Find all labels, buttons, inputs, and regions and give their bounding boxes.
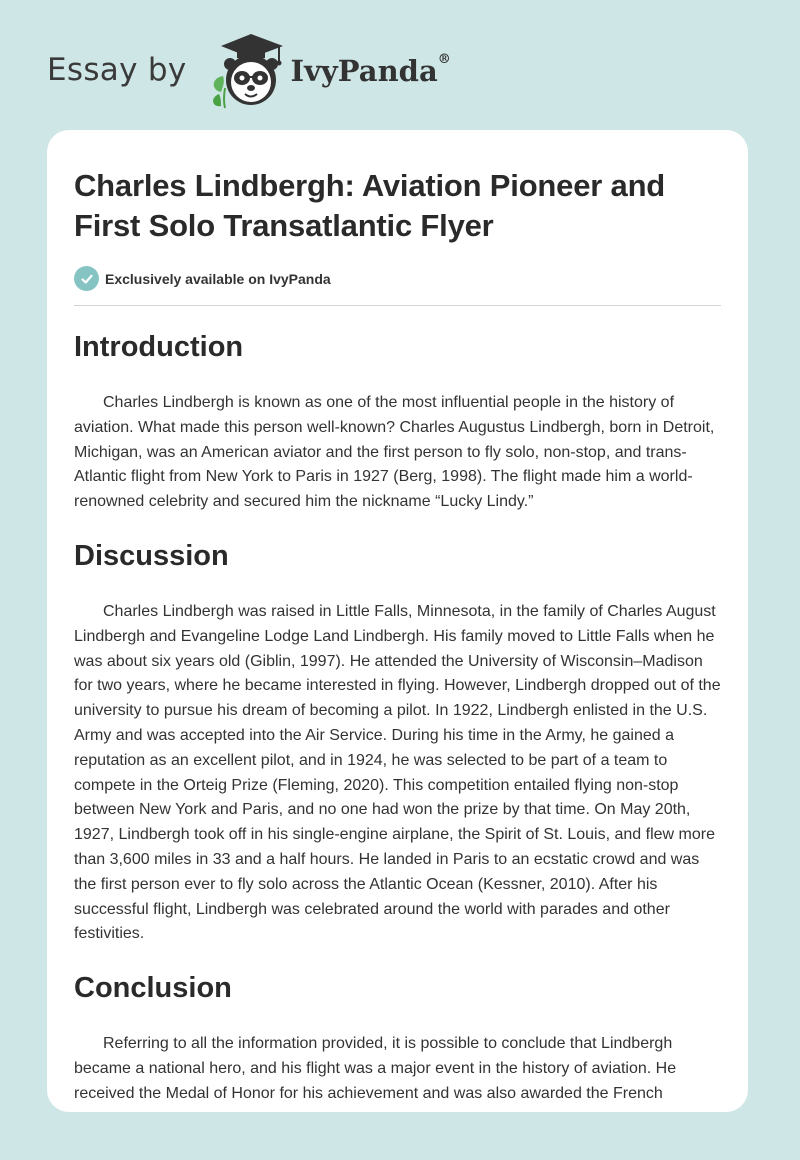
section-paragraph: Charles Lindbergh was raised in Little Falls, Minnesota, in the family of Charles August Lindbergh and Evangeline Lodge Land Lindbergh. His family moved to Little Falls when he was about six years old (Giblin, 1997). He attended the University of Wisconsin–Madison for two years, where he became interested in flying. However, Lindbergh dropped out of the university to pursue his dream of becoming a pilot. In 1922, Lindbergh enlisted in the U.S. Army and was accepted into the Air Service. During his time in the Army, he gained a reputation as an excellent pilot, and in 1924, he was selected to be part of a team to compete in the Orteig Prize (Fleming, 2020). This competition entailed flying non-stop between New York and Paris, and no one had won the prize by that time. On May 20th, 1927, Lindbergh took off in his single-engine airplane, the Spirit of St. Louis, and flew more than 3,600 miles in 33 and a half hours. He landed in Paris to an ecstatic crowd and was the first person ever to fly solo across the Atlantic Ocean (Kessner, 2010). After his successful flight, Lindbergh was celebrated around the world with parades and other festivities. — [74, 602, 721, 943]
essay-by-label: Essay by — [47, 52, 187, 88]
panda-logo-icon[interactable] — [201, 30, 301, 110]
section-paragraph: Charles Lindbergh is known as one of the most influential people in the history of aviation. What made this person well-known? Charles Augustus Lindbergh, born in Detroit, Michigan, was an American aviator and the first person to fly solo, non-stop, and trans-Atlantic flight from New York to Paris in 1927 (Berg, 1998). The flight made him a world-renowned celebrity and secured him the nickname “Lucky Lindy.” — [74, 394, 715, 511]
section-introduction — [74, 330, 721, 515]
section-paragraph: Referring to all the information provided, it is possible to conclude that Lindbergh became a national hero, and his flight was a major event in the history of aviation. He received the Medal of Honor for his achievement and was also awarded the French — [74, 1035, 677, 1102]
section-discussion — [74, 539, 721, 947]
section-heading: Introduction — [74, 331, 244, 363]
essay-card — [47, 130, 748, 1112]
registered-mark: ® — [437, 52, 451, 67]
section-heading: Discussion — [74, 539, 229, 572]
brand-name[interactable]: IvyPanda® — [290, 52, 451, 88]
section-heading: Conclusion — [74, 972, 232, 1005]
exclusive-label: Exclusively available on IvyPanda — [105, 270, 331, 287]
site-header — [47, 30, 451, 110]
check-icon — [74, 266, 99, 291]
section-conclusion — [74, 971, 721, 1106]
page-title: Charles Lindbergh: Aviation Pioneer and First Solo Transatlantic Flyer — [74, 168, 666, 243]
exclusive-badge — [74, 266, 721, 306]
